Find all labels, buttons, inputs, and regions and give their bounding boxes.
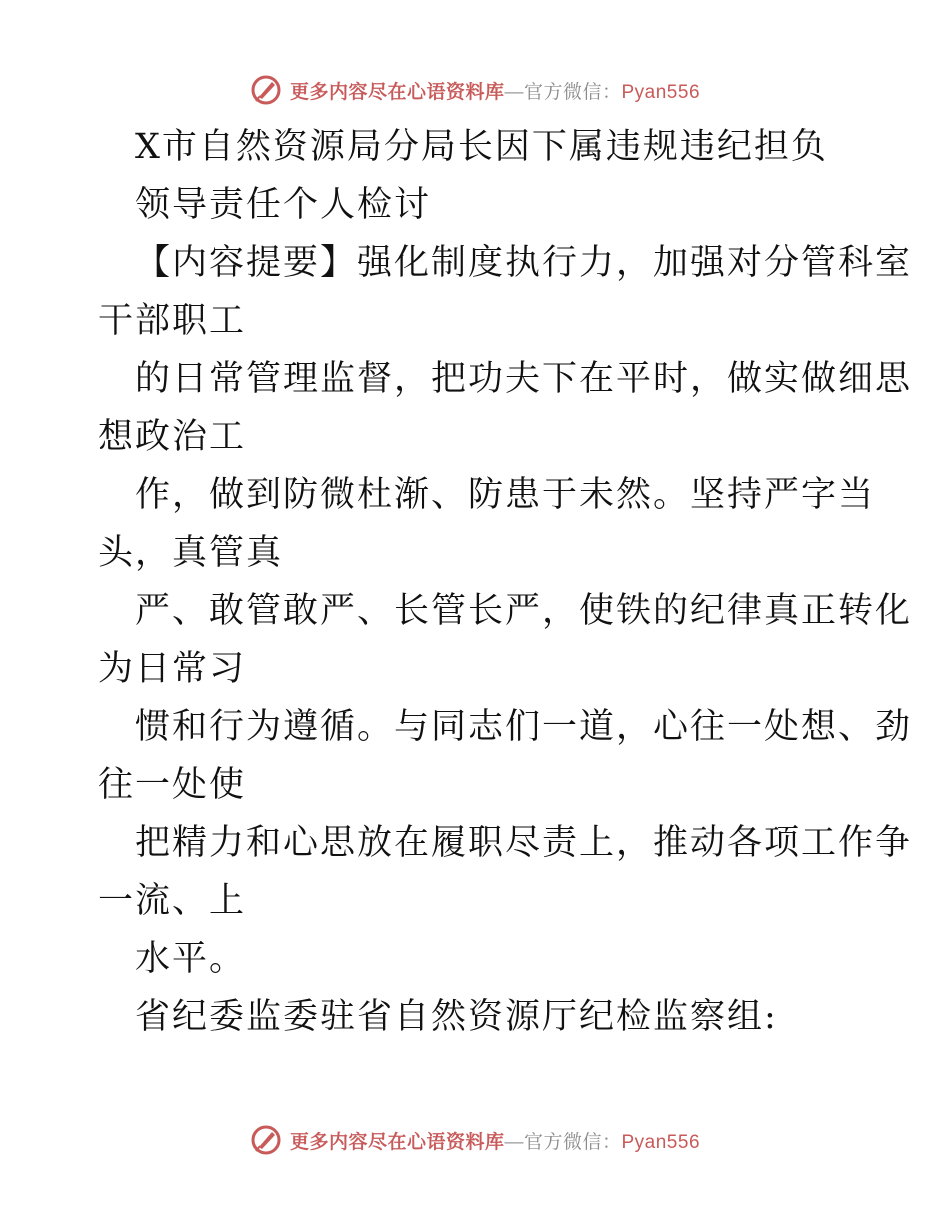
summary-line-7: 严、敢管敢严、长管长严，使铁的纪律真正转化 xyxy=(135,591,913,631)
title-line-2: 领导责任个人检讨 xyxy=(135,185,432,225)
quill-logo-icon xyxy=(250,74,282,106)
footer-dash: — xyxy=(504,1131,524,1153)
header-watermark xyxy=(0,70,950,110)
summary-line-12: 一流、上 xyxy=(98,881,247,921)
header-watermark-text xyxy=(290,77,700,104)
summary-line-6: 头，真管真 xyxy=(98,533,284,573)
footer-brand-text: 更多内容尽在心语资料库 xyxy=(289,1131,505,1153)
summary-line-13: 水平。 xyxy=(135,939,247,979)
header-dash: — xyxy=(504,81,524,103)
header-wechat-label: 官方微信： xyxy=(523,81,622,103)
footer-watermark xyxy=(0,1120,950,1160)
summary-line-4: 想政治工 xyxy=(98,417,247,457)
summary-line-8: 为日常习 xyxy=(98,649,247,689)
quill-logo-icon xyxy=(250,1124,282,1156)
title-line-1: X市自然资源局分局长因下属违规违纪担负 xyxy=(135,127,828,167)
footer-watermark-text xyxy=(290,1127,700,1154)
salutation-line: 省纪委监委驻省自然资源厅纪检监察组: xyxy=(135,997,778,1037)
summary-line-10: 往一处使 xyxy=(98,765,247,805)
summary-line-5: 作，做到防微杜渐、防患于未然。坚持严字当 xyxy=(135,475,876,515)
summary-line-2: 干部职工 xyxy=(98,301,247,341)
summary-line-1: 【内容提要】强化制度执行力，加强对分管科室 xyxy=(135,243,913,283)
header-brand-text: 更多内容尽在心语资料库 xyxy=(289,81,505,103)
footer-wechat-label: 官方微信： xyxy=(523,1131,622,1153)
summary-line-9: 惯和行为遵循。与同志们一道，心往一处想、劲 xyxy=(135,707,913,747)
summary-line-3: 的日常管理监督，把功夫下在平时，做实做细思 xyxy=(135,359,913,399)
footer-wechat-id: Pyan556 xyxy=(621,1131,701,1153)
header-wechat-id: Pyan556 xyxy=(621,81,701,103)
summary-line-11: 把精力和心思放在履职尽责上，推动各项工作争 xyxy=(135,823,913,863)
